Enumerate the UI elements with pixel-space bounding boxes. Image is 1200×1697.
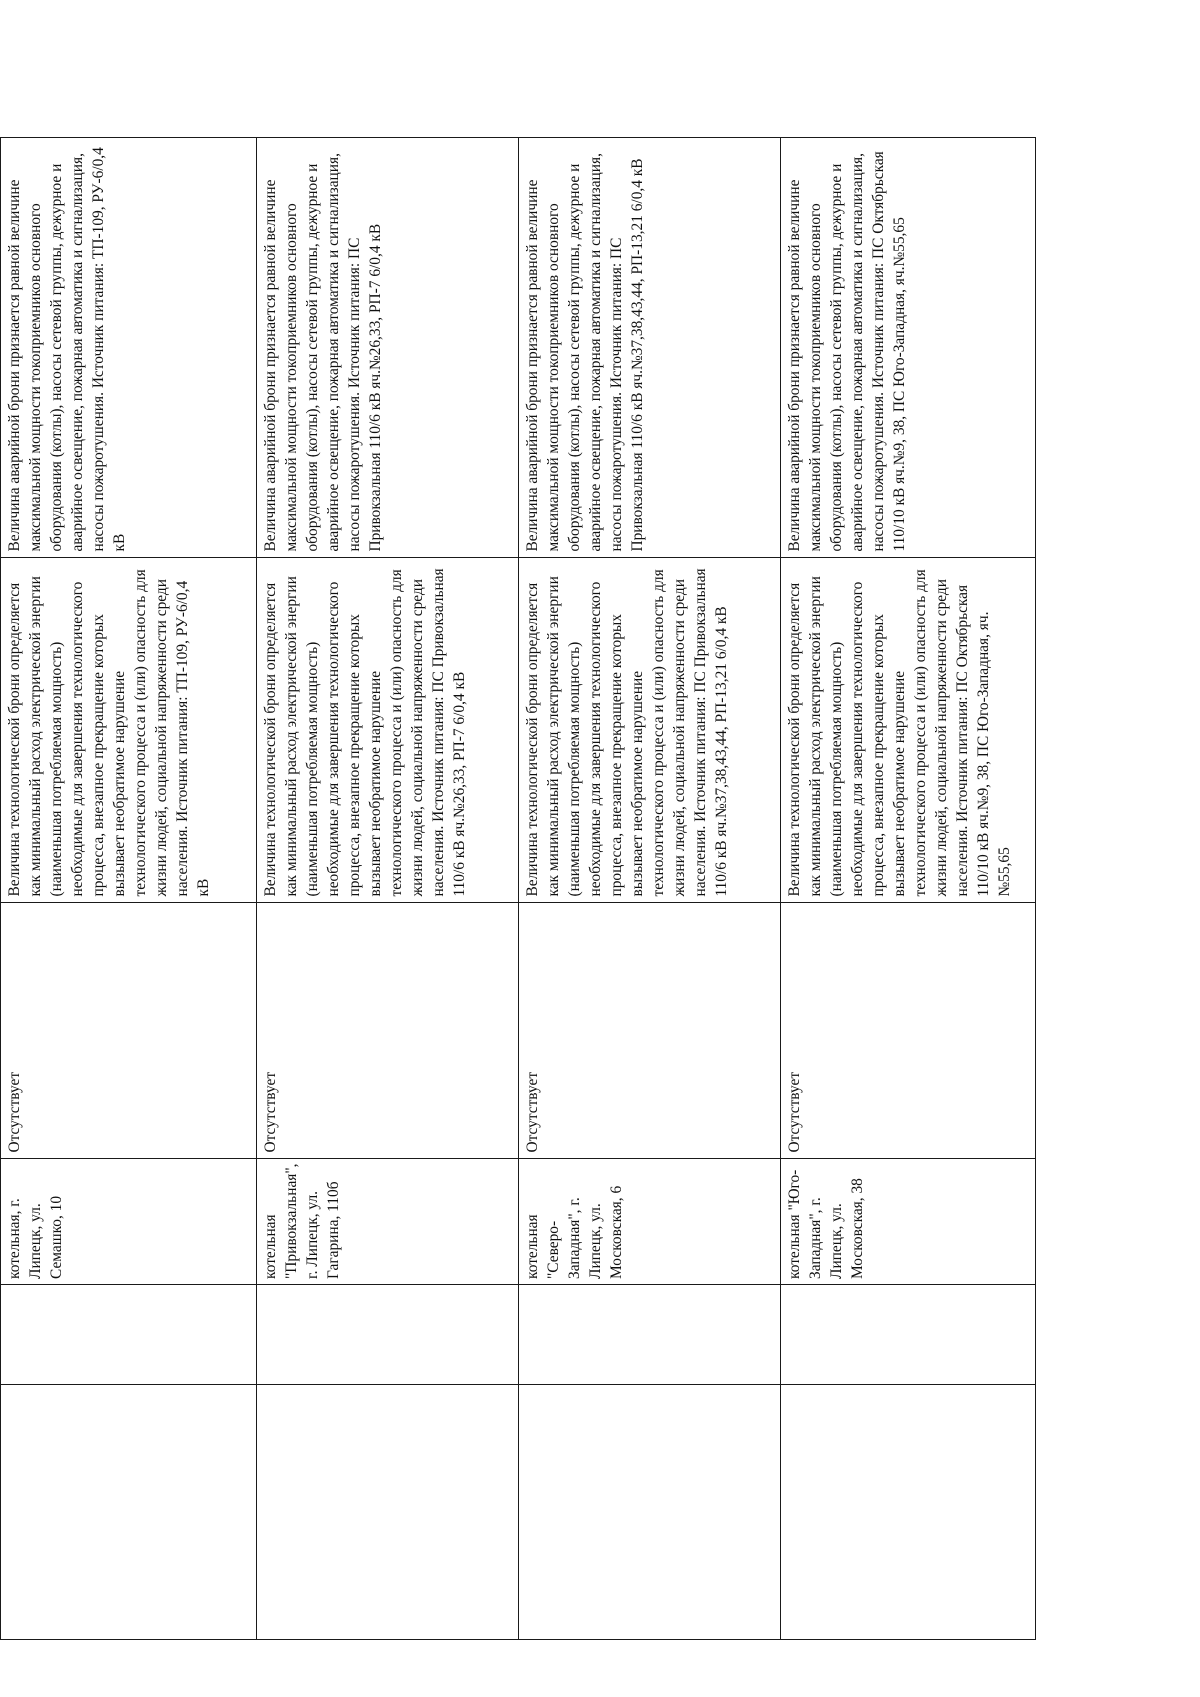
status-cell: Отсутствует (257, 902, 519, 1158)
empty-cell (519, 1385, 781, 1640)
table-row (519, 137, 781, 1639)
emergency-reserve-cell: Величина аварийной брони признается равной величине максимальной мощности токоприемников основного оборудования (котлы), насосы сетевой группы, дежурное и аварийное освещение, пожарная автоматика и сигнализация, насосы пожаротушения. Источник питания: ПС Привокзальная 110/6 кВ яч.№37,38,43,44, РП-13,21 6/0,4 кВ (519, 137, 781, 557)
empty-cell (781, 1285, 1036, 1385)
table-row (257, 137, 519, 1639)
boiler-name-cell: котельная "Северо-Западная", г. Липецк, ул. Московская, 6 (519, 1158, 781, 1284)
table-row (781, 137, 1036, 1639)
empty-cell (1, 1385, 257, 1640)
emergency-reserve-cell: Величина аварийной брони признается равной величине максимальной мощности токоприемников основного оборудования (котлы), насосы сетевой группы, дежурное и аварийное освещение, пожарная автоматика и сигнализация, насосы пожаротушения. Источник питания: ТП-109, РУ-6/0,4 кВ (1, 137, 257, 557)
empty-cell (519, 1285, 781, 1385)
technological-reserve-cell: Величина технологической брони определяется как минимальный расход электрической энергии (наименьшая потребляемая мощность) необходимые для завершения технологического процесса, внезапное прекращение которых вызывает необратимое нарушение технологического процесса и (или) опасность для жизни людей, социальной напряженности среди населения. Источник питания: ТП-109, РУ-6/0,4 кВ (1, 557, 257, 902)
status-cell: Отсутствует (519, 902, 781, 1158)
emergency-reserve-cell: Величина аварийной брони признается равной величине максимальной мощности токоприемников основного оборудования (котлы), насосы сетевой группы, дежурное и аварийное освещение, пожарная автоматика и сигнализация, насосы пожаротушения. Источник питания: ПС Октябрьская 110/10 кВ яч.№9, 38, ПС Юго-Западная, яч.№55,65 (781, 137, 1036, 557)
boiler-name-cell: котельная "Юго-Западная", г. Липецк, ул. Московская, 38 (781, 1158, 1036, 1284)
table-row (1, 137, 257, 1639)
status-cell: Отсутствует (781, 902, 1036, 1158)
emergency-reserve-cell: Величина аварийной брони признается равной величине максимальной мощности токоприемников основного оборудования (котлы), насосы сетевой группы, дежурное и аварийное освещение, пожарная автоматика и сигнализация, насосы пожаротушения. Источник питания: ПС Привокзальная 110/6 кВ яч.№26,33, РП-7 6/0,4 кВ (257, 137, 519, 557)
empty-cell (257, 1385, 519, 1640)
technological-reserve-cell: Величина технологической брони определяется как минимальный расход электрической энергии (наименьшая потребляемая мощность) необходимые для завершения технологического процесса, внезапное прекращение которых вызывает необратимое нарушение технологического процесса и (или) опасность для жизни людей, социальной напряженности среди населения. Источник питания: ПС Привокзальная 110/6 кВ яч.№26,33, РП-7 6/0,4 кВ (257, 557, 519, 902)
status-cell: Отсутствует (1, 902, 257, 1158)
empty-cell (781, 1385, 1036, 1640)
reserve-table (0, 137, 1036, 1640)
boiler-name-cell: котельная, г. Липецк, ул. Семашко, 10 (1, 1158, 257, 1284)
boiler-name-cell: котельная "Привокзальная", г. Липецк, ул. Гагарина, 110б (257, 1158, 519, 1284)
empty-cell (257, 1285, 519, 1385)
technological-reserve-cell: Величина технологической брони определяется как минимальный расход электрической энергии (наименьшая потребляемая мощность) необходимые для завершения технологического процесса, внезапное прекращение которых вызывает необратимое нарушение технологического процесса и (или) опасность для жизни людей, социальной напряженности среди населения. Источник питания: ПС Октябрьская 110/10 кВ яч.№9, 38, ПС Юго-Западная, яч.№55,65 (781, 557, 1036, 902)
technological-reserve-cell: Величина технологической брони определяется как минимальный расход электрической энергии (наименьшая потребляемая мощность) необходимые для завершения технологического процесса, внезапное прекращение которых вызывает необратимое нарушение технологического процесса и (или) опасность для жизни людей, социальной напряженности среди населения. Источник питания: ПС Привокзальная 110/6 кВ яч.№37,38,43,44, РП-13,21 6/0,4 кВ (519, 557, 781, 902)
empty-cell (1, 1285, 257, 1385)
